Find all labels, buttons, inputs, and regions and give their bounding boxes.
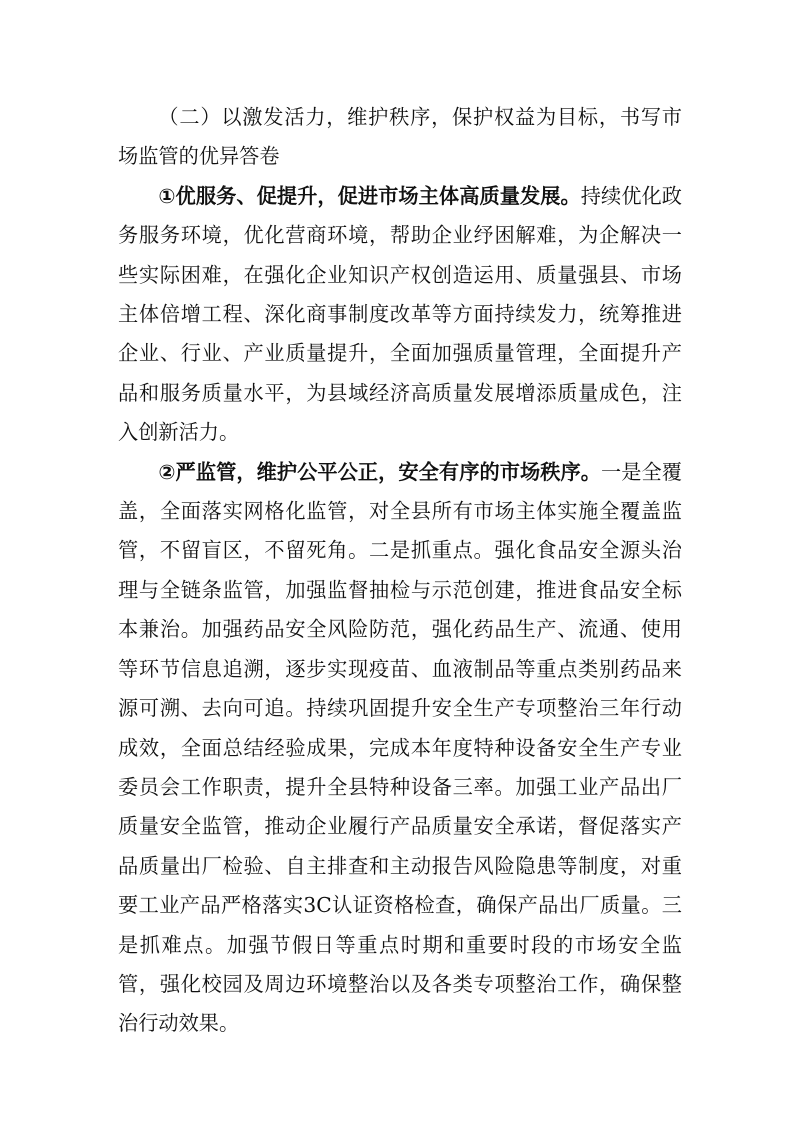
paragraph-service xyxy=(118,177,682,453)
paragraph-supervision xyxy=(118,453,682,1044)
paragraph-lead: ①优服务、促提升，促进市场主体高质量发展。 xyxy=(158,183,581,208)
paragraph-body: 持续优化政务服务环境，优化营商环境，帮助企业纾困解难，为企解决一些实际困难，在强化企业知识产权创造运用、质量强县、市场主体倍增工程、深化商事制度改革等方面持续发力，统筹推进企业、行业、产业质量提升，全面加强质量管理，全面提升产品和服务质量水平，为县域经济高质量发展增添质量成色，注入创新活力。 xyxy=(118,183,682,445)
paragraph-body: 一是全覆盖，全面落实网格化监管，对全县所有市场主体实施全覆盖监管，不留盲区，不留死角。二是抓重点。强化食品安全源头治理与全链条监管，加强监督抽检与示范创建，推进食品安全标本兼治。加强药品安全风险防范，强化药品生产、流通、使用等环节信息追溯，逐步实现疫苗、血液制品等重点类别药品来源可溯、去向可追。持续巩固提升安全生产专项整治三年行动成效，全面总结经验成果，完成本年度特种设备安全生产专业委员会工作职责，提升全县特种设备三率。加强工业产品出厂质量安全监管，推动企业履行产品质量安全承诺，督促落实产品质量出厂检验、自主排查和主动报告风险隐患等制度，对重要工业产品严格落实3C认证资格检查，确保产品出厂质量。三是抓难点。加强节假日等重点时期和重要时段的市场安全监管，强化校园及周边环境整治以及各类专项整治工作，确保整治行动效果。 xyxy=(118,459,682,1036)
document-page xyxy=(118,98,682,1044)
section-heading: （二）以激发活力，维护秩序，保护权益为目标，书写市场监管的优异答卷 xyxy=(118,105,682,169)
paragraph-lead: ②严监管，维护公平公正，安全有序的市场秩序。 xyxy=(158,459,602,484)
